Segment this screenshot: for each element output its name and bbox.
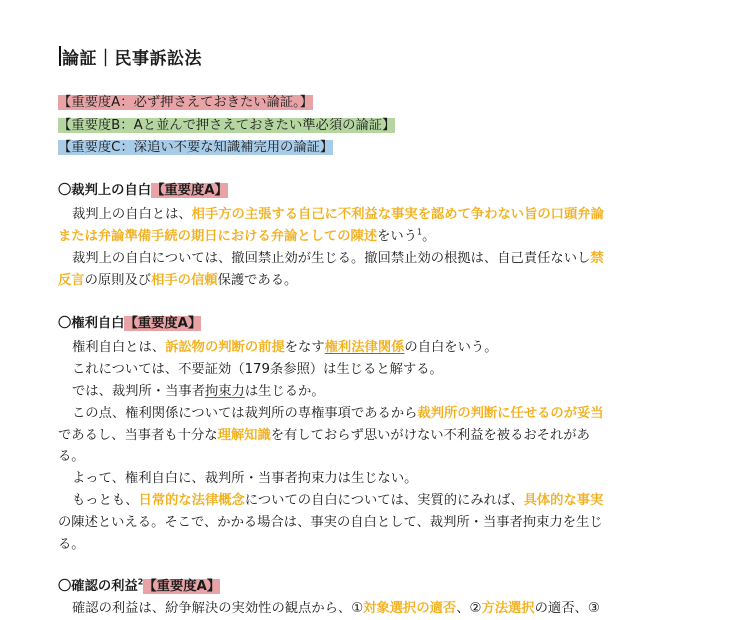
text-span: る。 — [58, 449, 85, 464]
text-span: これについては、不要証効（179条参照）は生じると解する。 — [72, 362, 443, 377]
paragraph-line — [58, 535, 85, 555]
keyword-highlight: 訴訟物の判断の前提 — [165, 340, 285, 355]
legend-a — [58, 93, 313, 113]
footnote-ref[interactable]: 1 — [417, 227, 423, 237]
keyword-highlight: 禁 — [590, 251, 604, 266]
text-span: 裁判上の自白については、撤回禁止効が生じる。撤回禁止効の根拠は、自己責任ないし — [72, 251, 591, 266]
keyword-highlight: 裁判所の判断に任せるのが妥当 — [417, 406, 604, 421]
text-span: よって、権利自白に、裁判所・当事者拘束力は生じない。 — [72, 471, 418, 486]
importance-tag: 【重要度A】 — [151, 183, 228, 198]
text-span: の原則及び — [84, 273, 152, 288]
text-span: もっとも、 — [72, 493, 139, 508]
legend-c-text: 【重要度C：深追い不要な知識補完用の論証】 — [58, 140, 334, 155]
text-span: 保護である。 — [217, 273, 298, 288]
paragraph-line — [72, 382, 325, 402]
text-span: の適否、③ — [534, 601, 600, 616]
legend-c — [58, 138, 333, 158]
text-cursor — [59, 46, 61, 66]
paragraph-line — [72, 205, 604, 225]
keyword-highlight: 具体的な事実 — [523, 493, 604, 508]
paragraph-line — [72, 249, 604, 269]
keyword-highlight: 対象選択の適否 — [363, 601, 457, 616]
text-span: 確認の利益は、紛争解決の実効性の観点から、① — [72, 601, 364, 616]
text-span: は生じるか。 — [244, 384, 325, 399]
text-span: 。 — [422, 229, 436, 244]
section-heading-interest-in-confirmation — [58, 577, 220, 597]
paragraph-line — [72, 338, 498, 358]
text-span: をなす — [284, 340, 325, 355]
text-span: 、② — [456, 601, 482, 616]
text-span: この点、権利関係については裁判所の専権事項であるから — [72, 406, 418, 421]
page-title: 論証｜民事訴訟法 — [62, 49, 202, 69]
paragraph-line — [58, 447, 85, 467]
keyword-highlight: 反言 — [58, 273, 85, 288]
paragraph-line — [72, 469, 417, 489]
text-span: を有しておらず思いがけない不利益を被るおそれがあ — [270, 428, 590, 443]
section-heading-text: 〇裁判上の自白 — [58, 183, 152, 198]
legend-b-text: 【重要度B：Aと並んで押さえておきたい準必須の論証】 — [58, 118, 396, 133]
paragraph-line — [72, 404, 604, 424]
text-span: の自白をいう。 — [404, 340, 498, 355]
paragraph-line — [58, 271, 297, 291]
keyword-highlight: 方法選択 — [481, 601, 535, 616]
text-span: であるし、当事者も十分な — [58, 428, 218, 443]
paragraph-line — [58, 227, 435, 247]
section-heading-text: 〇確認の利益 — [58, 579, 138, 594]
keyword-highlight: 相手の信頼 — [151, 273, 218, 288]
underlined-term: 拘束力 — [204, 384, 245, 399]
text-span: の陳述といえる。そこで、かかる場合は、事実の自白として、裁判所・当事者拘束力を生じ — [58, 515, 603, 530]
paragraph-line — [58, 513, 603, 533]
keyword-highlight: 理解知識 — [217, 428, 271, 443]
paragraph-line — [58, 426, 590, 446]
keyword-highlight: 相手方の主張する自己に不利益な事実を認めて争わない旨の口頭弁論 — [191, 207, 604, 222]
section-heading-judicial-admission — [58, 181, 228, 201]
text-span: る。 — [58, 537, 85, 552]
keyword-highlight: 権利法律関係 — [324, 340, 405, 355]
importance-tag: 【重要度A】 — [124, 316, 202, 331]
importance-tag: 【重要度A】 — [143, 579, 221, 594]
text-span: についての自白については、実質的にみれば、 — [244, 493, 524, 508]
keyword-highlight: または弁論準備手続の期日における弁論としての陳述 — [58, 229, 378, 244]
section-heading-right-admission — [58, 314, 201, 334]
text-span: 権利自白とは、 — [72, 340, 166, 355]
text-span: では、裁判所・当事者 — [72, 384, 205, 399]
legend-a-text: 【重要度A：必ず押さえておきたい論証。】 — [58, 95, 314, 110]
footnote-ref[interactable]: 2 — [137, 577, 144, 587]
text-span: をいう — [377, 229, 418, 244]
paragraph-line — [72, 491, 603, 511]
paragraph-line — [72, 360, 443, 380]
paragraph-line — [72, 599, 600, 619]
section-heading-text: 〇権利自白 — [58, 316, 125, 331]
keyword-highlight: 日常的な法律概念 — [138, 493, 245, 508]
legend-b — [58, 116, 395, 136]
text-span: 裁判上の自白とは、 — [72, 207, 192, 222]
